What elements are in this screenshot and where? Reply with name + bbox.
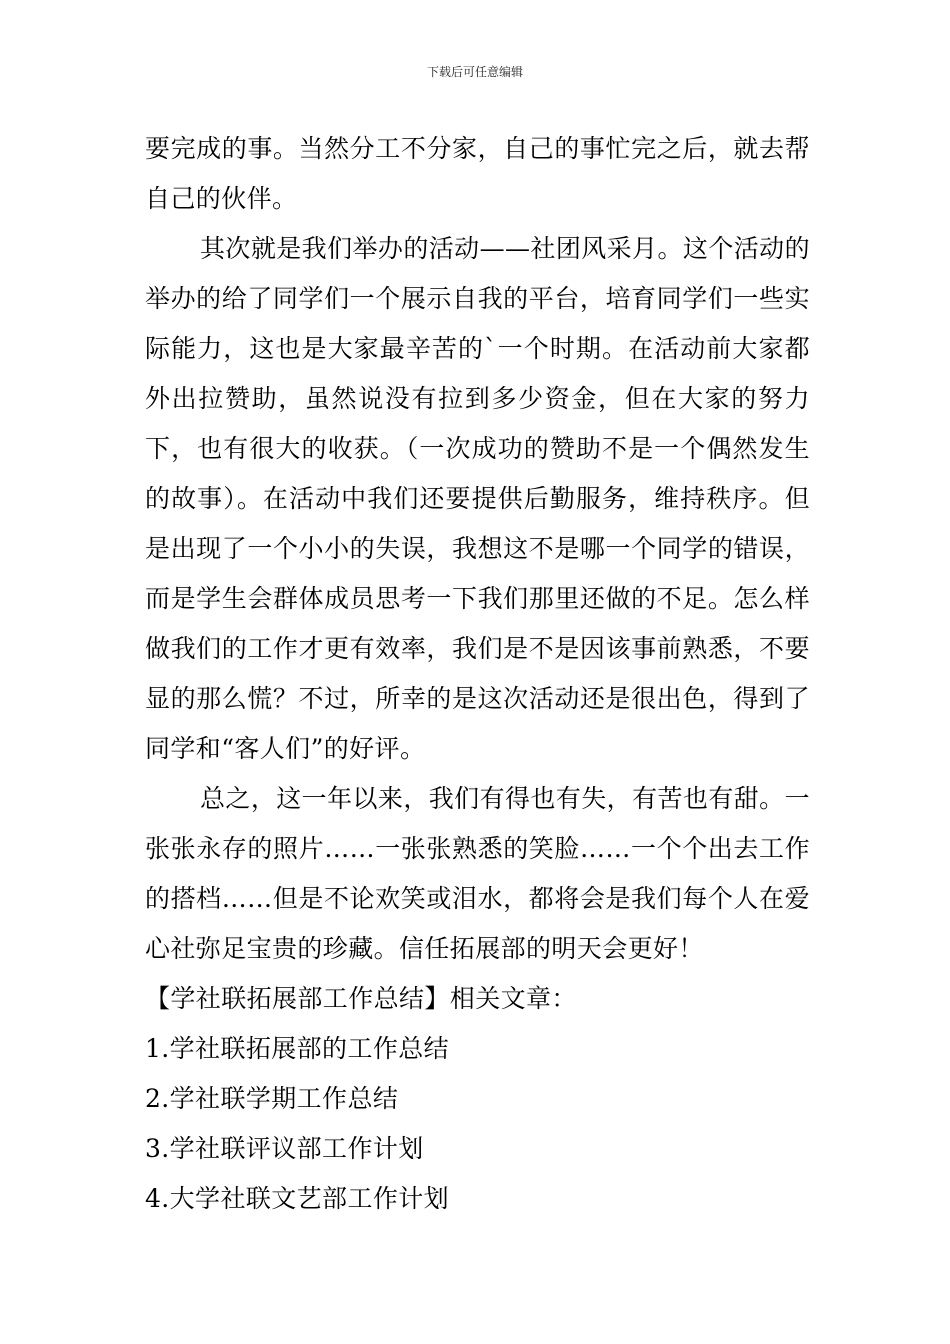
related-article-item[interactable]: 1.学社联拓展部的工作总结	[145, 1034, 450, 1063]
related-articles-list	[145, 1024, 810, 1224]
related-article-item[interactable]: 4.大学社联文艺部工作计划	[145, 1184, 450, 1213]
related-article-item[interactable]: 3.学社联评议部工作计划	[145, 1134, 424, 1163]
related-article-item[interactable]: 2.学社联学期工作总结	[145, 1084, 399, 1113]
paragraph-activity: 其次就是我们举办的活动——社团风采月。这个活动的举办的给了同学们一个展示自我的平台，培育同学们一些实际能力，这也是大家最辛苦的`一个时期。在活动前大家都外出拉赞助，虽然说没有拉到多少资金，但在大家的努力下，也有很大的收获。（一次成功的赞助不是一个偶然发生的故事）。在活动中我们还要提供后勤服务，维持秩序。但是出现了一个小小的失误，我想这不是哪一个同学的错误，而是学生会群体成员思考一下我们那里还做的不足。怎么样做我们的工作才更有效率，我们是不是因该事前熟悉，不要显的那么慌？不过，所幸的是这次活动还是很出色，得到了同学和“客人们”的好评。	[145, 234, 810, 763]
document-body	[145, 124, 810, 1224]
paragraph-continuation: 要完成的事。当然分工不分家，自己的事忙完之后，就去帮自己的伙伴。	[145, 134, 810, 213]
page-header: 下载后可任意编辑	[426, 65, 523, 79]
related-articles-heading: 【学社联拓展部工作总结】相关文章：	[145, 984, 577, 1013]
paragraph-summary: 总之，这一年以来，我们有得也有失，有苦也有甜。一张张永存的照片……一张张熟悉的笑脸……一个个出去工作的搭档……但是不论欢笑或泪水，都将会是我们每个人在爱心社弥足宝贵的珍藏。信任拓展部的明天会更好！	[145, 784, 810, 963]
